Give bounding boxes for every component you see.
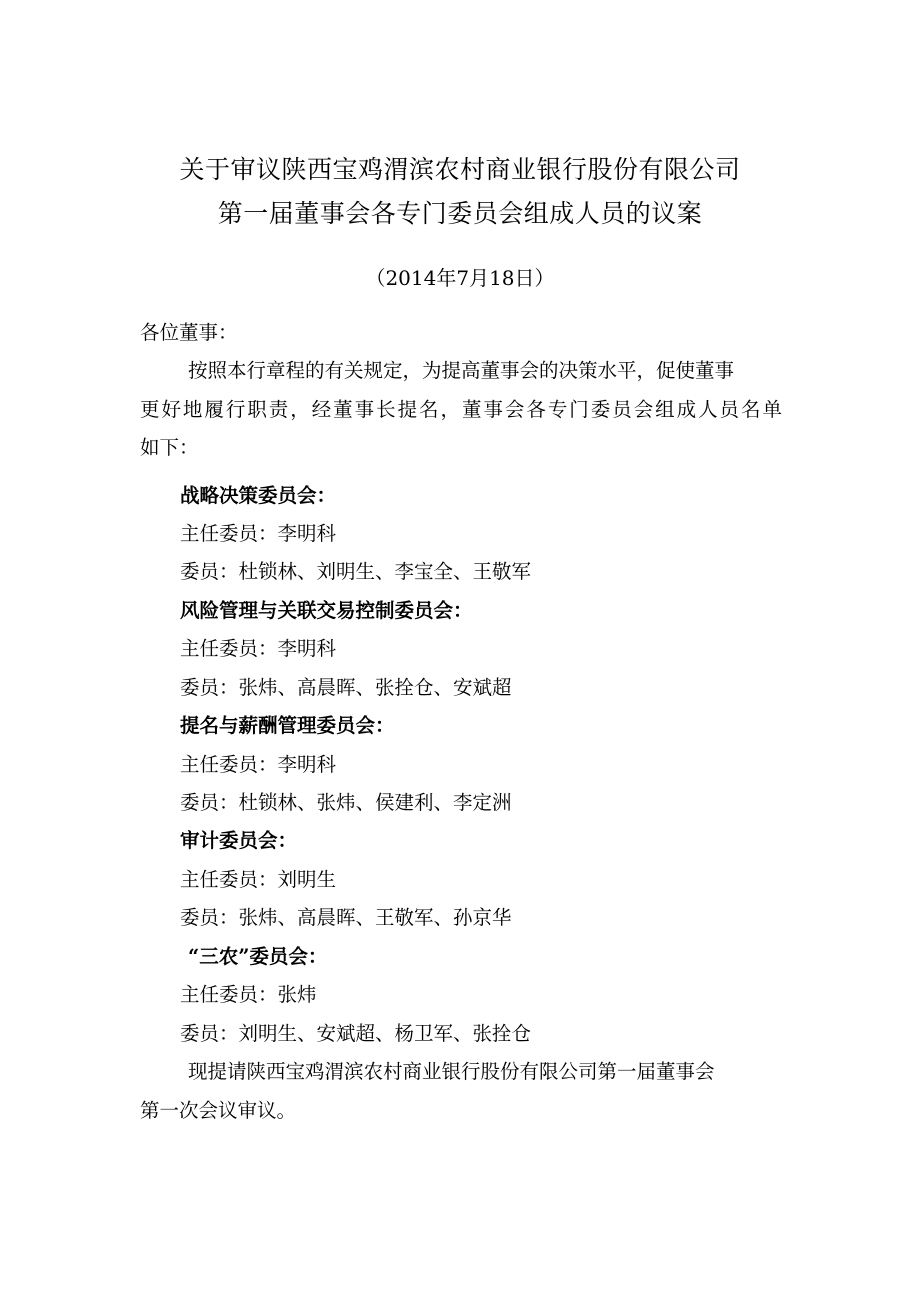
committee-chair: 主任委员：刘明生 xyxy=(180,868,337,891)
committee-members: 委员：张炜、高晨晖、王敬军、孙京华 xyxy=(180,906,512,929)
committee-chair: 主任委员：李明科 xyxy=(180,522,337,545)
committee-heading: 战略决策委员会： xyxy=(180,484,337,507)
intro-paragraph-line-2: 更好地履行职责，经董事长提名，董事会各专门委员会组成人员名单 xyxy=(140,398,782,421)
committee-chair: 主任委员：李明科 xyxy=(180,753,337,776)
committee-chair: 主任委员：张炜 xyxy=(180,983,317,1006)
salutation: 各位董事： xyxy=(140,321,238,344)
committee-heading: 风险管理与关联交易控制委员会： xyxy=(180,599,473,622)
intro-paragraph-line-3: 如下： xyxy=(140,436,199,459)
document-title-line-1: 关于审议陕西宝鸡渭滨农村商业银行股份有限公司 xyxy=(179,155,741,184)
committee-heading: “三农”委员会： xyxy=(188,945,328,968)
committee-members: 委员：张炜、高晨晖、张拴仓、安斌超 xyxy=(180,676,512,699)
committee-members: 委员：杜锁林、张炜、侯建利、李定洲 xyxy=(180,791,512,814)
committee-heading: 提名与薪酬管理委员会： xyxy=(180,714,395,737)
committee-heading: 审计委员会： xyxy=(180,829,298,852)
committee-members: 委员：刘明生、安斌超、杨卫军、张拴仓 xyxy=(180,1022,532,1045)
document-title-line-2: 第一届董事会各专门委员会组成人员的议案 xyxy=(217,199,703,228)
committee-members: 委员：杜锁林、刘明生、李宝全、王敬军 xyxy=(180,560,532,583)
committee-chair: 主任委员：李明科 xyxy=(180,637,337,660)
document-date: （2014年7月18日） xyxy=(365,266,555,290)
intro-paragraph-line-1: 按照本行章程的有关规定，为提高董事会的决策水平，促使董事 xyxy=(188,359,735,382)
closing-paragraph-line-1: 现提请陕西宝鸡渭滨农村商业银行股份有限公司第一届董事会 xyxy=(188,1060,715,1083)
closing-paragraph-line-2: 第一次会议审议。 xyxy=(140,1099,297,1122)
